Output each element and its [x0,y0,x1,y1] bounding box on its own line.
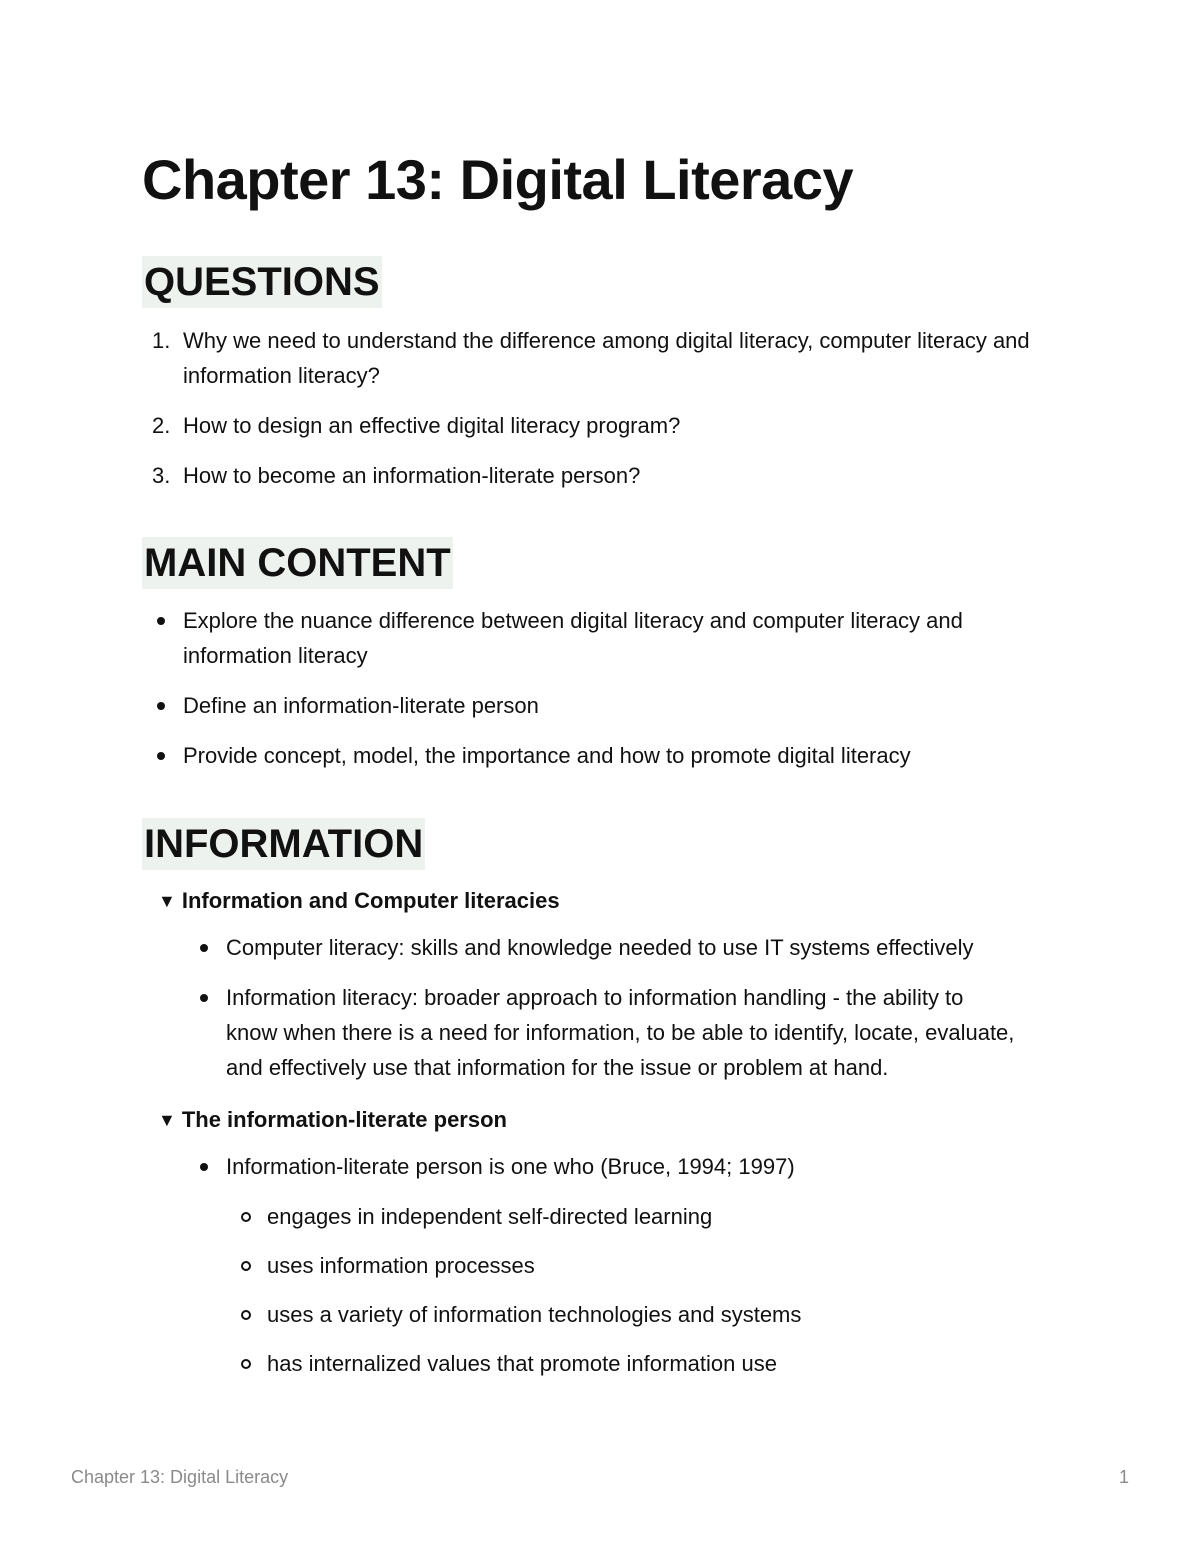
list-item-text: Computer literacy: skills and knowledge needed to use IT systems effectively [226,935,974,960]
list-item-text: Explore the nuance difference between digital literacy and computer literacy and information literacy [183,608,963,668]
triangle-down-icon[interactable]: ▼ [158,891,176,911]
toggle-label: Information and Computer literacies [181,888,560,913]
list-item [185,980,1015,1085]
triangle-down-icon[interactable]: ▼ [158,1110,176,1130]
hollow-bullet-icon [241,1359,251,1369]
list-item [142,688,1032,723]
list-item [185,1149,1062,1381]
footer-title: Chapter 13: Digital Literacy [71,1467,289,1487]
bullet-icon [157,702,165,710]
list-item [185,930,1015,965]
sub-list-item-text: uses a variety of information technologies and systems [267,1302,802,1327]
question-item [142,408,1047,443]
main-content-heading: MAIN CONTENT [142,537,453,589]
question-item [142,323,1047,393]
toggle-content [142,1149,1062,1381]
sub-list-item-text: engages in independent self-directed learning [267,1204,713,1229]
question-text: How to design an effective digital literacy program? [183,413,681,438]
page-number: 1 [1118,1467,1129,1487]
sub-list-item [226,1199,1062,1234]
question-number: 2. [152,413,171,438]
toggle-header[interactable] [142,1105,1062,1135]
toggle-label: The information-literate person [181,1107,507,1132]
list-item [142,738,1032,773]
question-number: 1. [152,328,171,353]
toggle-information-computer-literacies [142,886,1062,1100]
sub-list-item-text: uses information processes [267,1253,535,1278]
sub-list-item [226,1297,1062,1332]
toggle-header[interactable] [142,886,1062,916]
sub-list-item [226,1346,1062,1381]
page-footer [71,1466,1129,1488]
list-item [142,603,1032,673]
question-text: Why we need to understand the difference among digital literacy, computer literacy and information literacy? [183,328,1030,388]
main-content-list [142,603,1032,788]
bullet-icon [200,994,208,1002]
question-item [142,458,1047,493]
sub-list-item [226,1248,1062,1283]
questions-list [142,323,1047,508]
questions-heading: QUESTIONS [142,256,382,308]
bullet-icon [200,944,208,952]
hollow-bullet-icon [241,1212,251,1222]
hollow-bullet-icon [241,1310,251,1320]
list-item-text: Information-literate person is one who (Bruce, 1994; 1997) [226,1154,795,1179]
bullet-icon [157,752,165,760]
list-item-text: Information literacy: broader approach to information handling - the ability to know when there is a need for information, to be able to identify, locate, evaluate, and effectively use that information for the issue or problem at hand. [226,985,1015,1080]
information-heading: INFORMATION [142,818,425,870]
sub-list-item-text: has internalized values that promote information use [267,1351,777,1376]
sub-list [226,1199,1062,1381]
hollow-bullet-icon [241,1261,251,1271]
bullet-icon [200,1163,208,1171]
question-text: How to become an information-literate person? [183,463,641,488]
toggle-information-literate-person [142,1105,1062,1395]
bullet-icon [157,617,165,625]
page-title: Chapter 13: Digital Literacy [142,148,854,211]
question-number: 3. [152,463,171,488]
list-item-text: Define an information-literate person [183,693,539,718]
list-item-text: Provide concept, model, the importance and how to promote digital literacy [183,743,911,768]
toggle-content [142,930,1015,1085]
